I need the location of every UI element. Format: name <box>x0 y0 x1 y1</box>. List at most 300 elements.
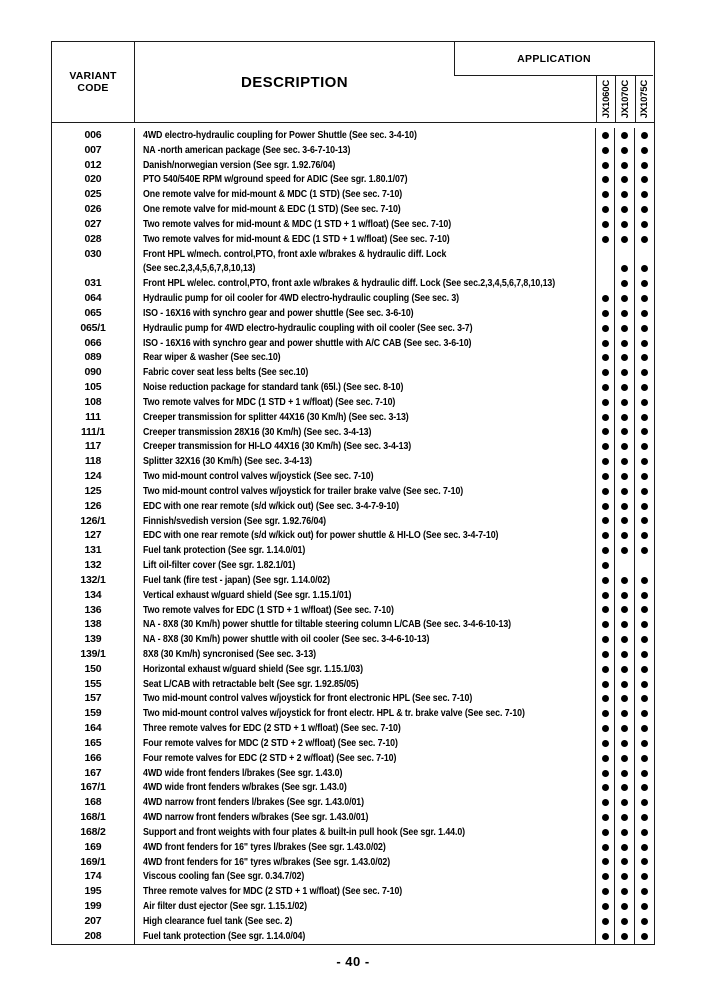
application-dot <box>641 532 648 539</box>
application-dot-cell <box>615 929 635 944</box>
application-dot-cell <box>635 350 654 365</box>
variant-code-value: 207 <box>84 914 102 927</box>
application-dot-slot <box>602 573 609 588</box>
application-dot-slot <box>641 499 648 514</box>
application-dot-cell <box>596 172 615 187</box>
application-dot-cell <box>615 321 635 336</box>
application-dot <box>602 354 609 361</box>
variant-code-value: 117 <box>84 440 102 453</box>
application-dot-slot <box>641 469 648 484</box>
application-dot <box>621 784 628 791</box>
application-dot <box>621 176 628 183</box>
application-dot <box>621 918 628 925</box>
application-dot-cell <box>635 573 654 588</box>
application-dot-slot <box>641 617 648 632</box>
application-dot <box>602 858 609 865</box>
application-dot-cell <box>615 780 635 795</box>
application-dot-cell <box>596 247 615 277</box>
description-cell <box>135 232 596 247</box>
application-dot-slot <box>602 321 609 336</box>
application-dot <box>621 517 628 524</box>
application-dot-slot <box>641 899 648 914</box>
application-dot-cell <box>596 217 615 232</box>
description-cell <box>135 899 596 914</box>
application-dot <box>602 829 609 836</box>
application-dot <box>602 695 609 702</box>
application-dot-cell <box>635 247 654 277</box>
variant-code-value: 155 <box>84 677 102 690</box>
table-row <box>52 736 654 751</box>
application-dot-cell <box>635 677 654 692</box>
description-cell <box>135 543 596 558</box>
description-text: Rear wiper & washer (See sec.10) <box>143 351 281 364</box>
description-line <box>143 647 595 662</box>
description-text: 4WD front fenders for 16" tyres l/brakes (See sgr. 1.43.0/02) <box>143 840 386 853</box>
application-dot <box>641 829 648 836</box>
variant-code-value: 132/1 <box>80 573 106 586</box>
application-dot <box>602 621 609 628</box>
variant-code-cell <box>52 172 135 187</box>
application-dot-cell <box>596 410 615 425</box>
application-dot-slot <box>621 380 628 395</box>
application-dot-slot <box>602 558 609 573</box>
description-text: PTO 540/540E RPM w/ground speed for ADIC (See sgr. 1.80.1/07) <box>143 173 408 186</box>
application-dot-slot <box>602 484 609 499</box>
application-dot <box>641 147 648 154</box>
variant-code-value: 064 <box>84 292 102 305</box>
application-dot <box>602 577 609 584</box>
application-header: APPLICATION <box>454 42 653 76</box>
variant-code-value: 126/1 <box>80 514 106 527</box>
application-dot-cell <box>635 499 654 514</box>
description-cell <box>135 751 596 766</box>
application-dot-slot <box>602 128 609 143</box>
description-text: (See sec.2,3,4,5,6,7,8,10,13) <box>143 262 256 275</box>
variant-code-value: 111/1 <box>80 425 106 438</box>
description-text: ISO - 16X16 with synchro gear and power shuttle (See sec. 3-6-10) <box>143 306 414 319</box>
application-dot-cell <box>615 158 635 173</box>
application-dot <box>621 888 628 895</box>
application-dot-slot <box>602 751 609 766</box>
application-dot-cell <box>615 350 635 365</box>
variant-code-value: 026 <box>84 203 102 216</box>
application-dot-slot <box>602 469 609 484</box>
application-dot-slot <box>621 514 628 529</box>
application-dot <box>621 710 628 717</box>
description-text: 4WD wide front fenders w/brakes (See sgr. 1.43.0) <box>143 781 347 794</box>
application-dot-cell <box>615 217 635 232</box>
application-dot-slot <box>621 410 628 425</box>
variant-code-cell <box>52 202 135 217</box>
variant-code-value: 134 <box>84 588 102 601</box>
application-dot <box>621 503 628 510</box>
application-dot <box>641 888 648 895</box>
application-dot-slot <box>641 454 648 469</box>
application-dot-cell <box>615 484 635 499</box>
variant-code-value: 007 <box>84 143 102 156</box>
application-dot-slot <box>621 365 628 380</box>
application-dot-cell <box>596 795 615 810</box>
application-dot-slot <box>621 217 628 232</box>
application-dot-slot <box>602 187 609 202</box>
description-line <box>143 469 595 484</box>
variant-code-cell <box>52 291 135 306</box>
variant-code-value: 139 <box>84 633 102 646</box>
application-dot-cell <box>635 855 654 870</box>
application-dot <box>602 547 609 554</box>
application-dot-cell <box>615 766 635 781</box>
application-dot <box>602 844 609 851</box>
application-dot <box>602 606 609 613</box>
application-dot-cell <box>615 425 635 440</box>
variant-code-value: 131 <box>84 544 102 557</box>
application-dot-cell <box>596 662 615 677</box>
application-dot-slot <box>641 395 648 410</box>
application-dot <box>641 310 648 317</box>
application-dot-slot <box>641 261 648 276</box>
description-line <box>143 514 595 529</box>
application-dot <box>641 858 648 865</box>
variant-code-cell <box>52 677 135 692</box>
application-dot-cell <box>635 558 654 573</box>
application-dot-cell <box>635 914 654 929</box>
description-cell <box>135 380 596 395</box>
description-text: ISO - 16X16 with synchro gear and power shuttle with A/C CAB (See sec. 3-6-10) <box>143 336 472 349</box>
application-dot-slot <box>621 662 628 677</box>
application-dot-cell <box>635 425 654 440</box>
application-dot-cell <box>596 276 615 291</box>
application-dot-cell <box>635 158 654 173</box>
description-text: Two remote valves for MDC (1 STD + 1 w/float) (See sec. 7-10) <box>143 395 396 408</box>
description-line <box>143 217 595 232</box>
application-dot-cell <box>635 617 654 632</box>
description-line <box>143 573 595 588</box>
table-header <box>52 42 654 123</box>
description-line <box>143 187 595 202</box>
description-text: 4WD narrow front fenders l/brakes (See sgr. 1.43.0/01) <box>143 796 364 809</box>
description-line <box>143 810 595 825</box>
description-cell <box>135 350 596 365</box>
application-dot-cell <box>615 573 635 588</box>
application-dot-slot <box>641 706 648 721</box>
application-dot-cell <box>615 187 635 202</box>
variant-code-cell <box>52 706 135 721</box>
application-dot-slot <box>641 217 648 232</box>
description-cell <box>135 528 596 543</box>
application-dot-slot <box>621 395 628 410</box>
application-dot <box>602 725 609 732</box>
application-dot-slot <box>641 439 648 454</box>
description-line <box>143 380 595 395</box>
description-cell <box>135 662 596 677</box>
application-dot-slot <box>602 514 609 529</box>
variant-code-cell <box>52 350 135 365</box>
variant-code-cell <box>52 380 135 395</box>
application-dot-slot <box>621 528 628 543</box>
application-dot-cell <box>615 247 635 277</box>
application-dot <box>641 265 648 272</box>
application-dot-slot <box>621 780 628 795</box>
application-dot-slot <box>641 380 648 395</box>
application-dot-cell <box>635 751 654 766</box>
application-dot <box>641 236 648 243</box>
description-line <box>143 306 595 321</box>
application-dot-slot <box>621 632 628 647</box>
description-line <box>143 751 595 766</box>
application-dot-cell <box>615 439 635 454</box>
application-dot-cell <box>635 365 654 380</box>
description-line <box>143 884 595 899</box>
application-dot <box>641 414 648 421</box>
application-dot-slot <box>621 143 628 158</box>
application-dot-cell <box>596 306 615 321</box>
description-text: Splitter 32X16 (30 Km/h) (See sec. 3-4-13) <box>143 455 313 468</box>
table-row <box>52 350 654 365</box>
application-dot <box>621 681 628 688</box>
application-dot-slot <box>602 603 609 618</box>
application-dot <box>621 488 628 495</box>
application-dot-cell <box>596 706 615 721</box>
table-row <box>52 751 654 766</box>
description-text: Front HPL w/elec. control,PTO, front axle w/brakes & hydraulic diff. Lock (See sec.2,3,4,5,6,7,8,10,13) <box>143 277 556 290</box>
application-dot-slot <box>641 514 648 529</box>
application-dot <box>602 755 609 762</box>
variant-code-cell <box>52 855 135 870</box>
table-row <box>52 514 654 529</box>
table-row <box>52 365 654 380</box>
description-line <box>143 721 595 736</box>
description-cell <box>135 187 596 202</box>
description-line <box>143 825 595 840</box>
application-dot-slot <box>621 454 628 469</box>
application-dot-cell <box>635 706 654 721</box>
table-row <box>52 780 654 795</box>
application-dot <box>621 162 628 169</box>
application-dot-cell <box>635 336 654 351</box>
application-dot-slot <box>641 410 648 425</box>
application-dot-slot <box>641 202 648 217</box>
variant-code-cell <box>52 143 135 158</box>
application-dot <box>621 725 628 732</box>
application-dot-cell <box>615 603 635 618</box>
variant-code-value: 105 <box>84 381 102 394</box>
application-dot-slot <box>641 158 648 173</box>
application-dot-cell <box>615 825 635 840</box>
application-dot-cell <box>615 869 635 884</box>
application-dot <box>621 132 628 139</box>
description-cell <box>135 558 596 573</box>
application-dot-slot <box>641 825 648 840</box>
description-line <box>143 291 595 306</box>
description-line <box>143 454 595 469</box>
description-cell <box>135 884 596 899</box>
application-dot <box>602 710 609 717</box>
application-dot-slot <box>641 632 648 647</box>
model-column-jx1070c <box>615 76 635 122</box>
application-dot-cell <box>596 187 615 202</box>
application-dot-slot <box>621 425 628 440</box>
variant-code-value: 164 <box>84 722 102 735</box>
variant-code-cell <box>52 484 135 499</box>
application-dot-cell <box>635 899 654 914</box>
description-text: Hydraulic pump for 4WD electro-hydraulic coupling with oil cooler (See sec. 3-7) <box>143 321 473 334</box>
application-dot <box>602 740 609 747</box>
application-dot-cell <box>635 929 654 944</box>
table-body <box>52 122 654 944</box>
description-text: Horizontal exhaust w/guard shield (See sgr. 1.15.1/03) <box>143 662 363 675</box>
description-cell <box>135 484 596 499</box>
application-dot <box>641 814 648 821</box>
application-dot-cell <box>615 588 635 603</box>
table-row <box>52 840 654 855</box>
table-row <box>52 128 654 143</box>
description-text: Two mid-mount control valves w/joystick (See sec. 7-10) <box>143 470 374 483</box>
table-row <box>52 855 654 870</box>
application-dot-cell <box>596 825 615 840</box>
application-dot-cell <box>596 128 615 143</box>
application-dot <box>621 236 628 243</box>
application-dot <box>602 636 609 643</box>
application-dot-slot <box>621 573 628 588</box>
application-dot-slot <box>621 128 628 143</box>
application-dot-cell <box>635 810 654 825</box>
application-dot <box>602 814 609 821</box>
application-dot-cell <box>596 158 615 173</box>
description-line <box>143 484 595 499</box>
application-dot-slot <box>602 810 609 825</box>
application-dot-cell <box>615 840 635 855</box>
application-dot <box>602 340 609 347</box>
application-dot <box>641 132 648 139</box>
application-dot-cell <box>596 869 615 884</box>
application-dot <box>641 592 648 599</box>
application-dot <box>641 918 648 925</box>
application-dot-cell <box>635 647 654 662</box>
application-dot <box>602 399 609 406</box>
variant-code-cell <box>52 647 135 662</box>
application-dot-slot <box>621 484 628 499</box>
application-dot-slot <box>602 632 609 647</box>
application-dot-slot <box>602 736 609 751</box>
variant-code-cell <box>52 410 135 425</box>
application-dot-slot <box>621 810 628 825</box>
application-dot-slot <box>641 232 648 247</box>
table-row <box>52 617 654 632</box>
application-dot-slot <box>641 172 648 187</box>
application-dot-cell <box>596 617 615 632</box>
description-text: Two mid-mount control valves w/joystick for front electronic HPL (See sec. 7-10) <box>143 692 473 705</box>
description-line <box>143 840 595 855</box>
application-dot <box>602 428 609 435</box>
variant-code-cell <box>52 425 135 440</box>
description-text: Creeper transmission for splitter 44X16 (30 Km/h) (See sec. 3-13) <box>143 410 409 423</box>
application-dot-slot <box>621 469 628 484</box>
application-dot <box>621 933 628 940</box>
application-dot-cell <box>635 766 654 781</box>
application-dot-slot <box>641 840 648 855</box>
description-cell <box>135 706 596 721</box>
variant-code-column-header <box>52 42 135 122</box>
variant-code-cell <box>52 662 135 677</box>
application-dot-slot <box>641 588 648 603</box>
table-row <box>52 543 654 558</box>
variant-code-value: 030 <box>84 247 102 260</box>
application-dot <box>602 176 609 183</box>
application-dot <box>641 399 648 406</box>
description-text: Two remote valves for EDC (1 STD + 1 w/float) (See sec. 7-10) <box>143 603 394 616</box>
application-dot <box>602 517 609 524</box>
application-dot <box>602 458 609 465</box>
application-dot-slot <box>602 172 609 187</box>
application-dot-slot <box>641 425 648 440</box>
application-dot-cell <box>635 632 654 647</box>
application-dot-cell <box>615 410 635 425</box>
table-row <box>52 929 654 944</box>
variant-code-value: 168/2 <box>80 825 106 838</box>
application-dot <box>641 740 648 747</box>
description-cell <box>135 840 596 855</box>
description-text: Four remote valves for MDC (2 STD + 2 w/float) (See sec. 7-10) <box>143 736 398 749</box>
table-row <box>52 795 654 810</box>
description-line <box>143 795 595 810</box>
variant-code-value: 090 <box>84 366 102 379</box>
application-dot-cell <box>635 484 654 499</box>
application-dot-slot <box>641 143 648 158</box>
application-dot-cell <box>615 543 635 558</box>
application-dot <box>621 428 628 435</box>
application-dot-slot <box>641 484 648 499</box>
application-dot <box>602 681 609 688</box>
variant-code-cell <box>52 187 135 202</box>
application-dot <box>641 844 648 851</box>
application-dot-cell <box>596 899 615 914</box>
application-dot-cell <box>635 439 654 454</box>
application-dot-slot <box>621 869 628 884</box>
description-text: Danish/norwegian version (See sgr. 1.92.76/04) <box>143 158 336 171</box>
variant-code-value: 125 <box>84 484 102 497</box>
application-dot-slot <box>602 528 609 543</box>
application-dot <box>602 191 609 198</box>
application-dot-cell <box>615 454 635 469</box>
application-dot-cell <box>635 691 654 706</box>
table-row <box>52 395 654 410</box>
application-dot-slot <box>641 869 648 884</box>
application-dot <box>602 206 609 213</box>
application-dot <box>602 888 609 895</box>
application-dot-cell <box>596 736 615 751</box>
table-row <box>52 603 654 618</box>
application-dot-slot <box>621 276 628 291</box>
application-dot-slot <box>602 336 609 351</box>
application-dot <box>641 903 648 910</box>
application-dot-cell <box>596 543 615 558</box>
description-text: NA - 8X8 (30 Km/h) power shuttle for tiltable steering column L/CAB (See sec. 3-4-6-10-13) <box>143 618 512 631</box>
variant-code-value: 168 <box>84 796 102 809</box>
application-dot <box>621 695 628 702</box>
table-row <box>52 321 654 336</box>
description-line <box>143 425 595 440</box>
variant-code-cell <box>52 632 135 647</box>
application-dot-slot <box>641 736 648 751</box>
application-dot-cell <box>596 202 615 217</box>
description-line <box>143 439 595 454</box>
application-dot <box>621 592 628 599</box>
application-dot-cell <box>615 276 635 291</box>
application-dot-cell <box>596 350 615 365</box>
application-dot-slot <box>641 647 648 662</box>
application-dot <box>641 443 648 450</box>
application-dot-slot <box>602 840 609 855</box>
